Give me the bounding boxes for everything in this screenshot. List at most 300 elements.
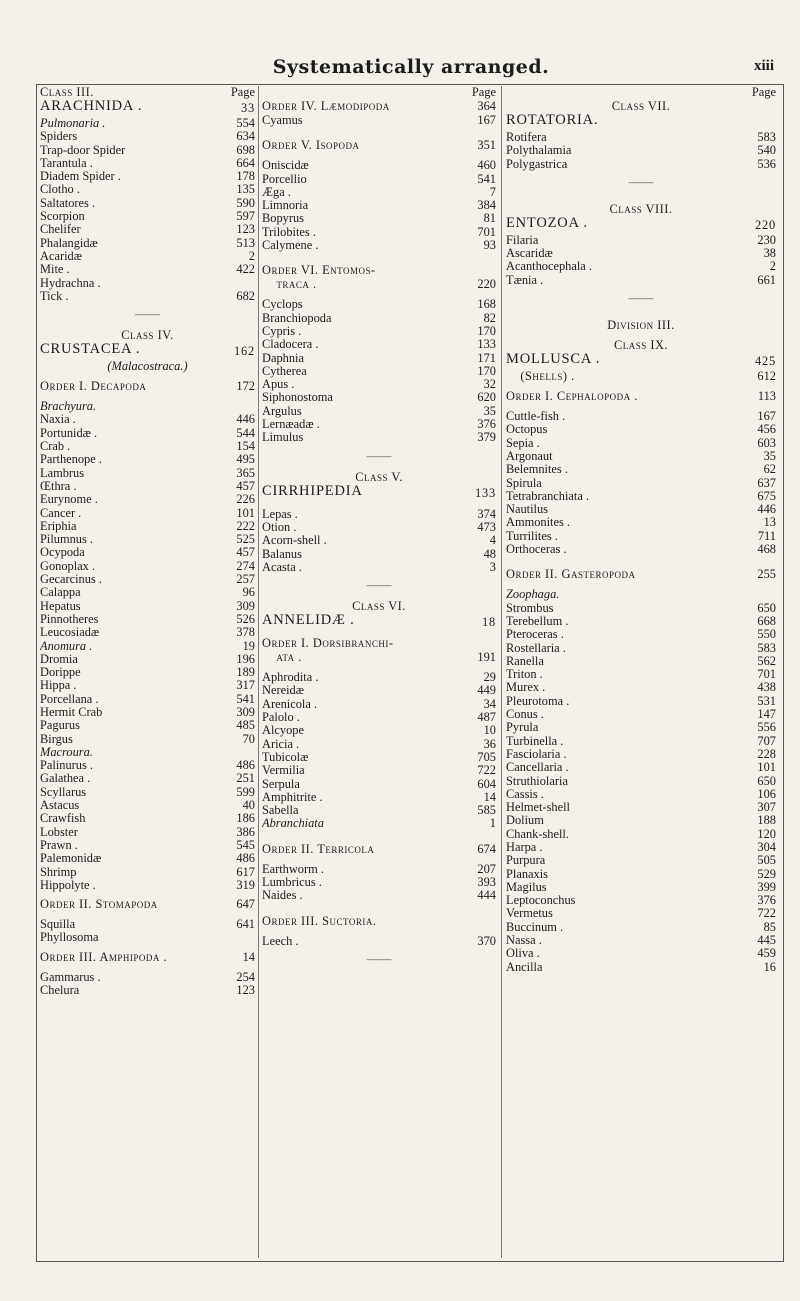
index-entry: [40, 666, 255, 679]
index-entry: [40, 157, 255, 170]
entry-name: Ammonites .: [506, 515, 571, 530]
entry-page: 376: [757, 893, 776, 908]
entry-name: Calappa: [40, 585, 81, 600]
entry-page: 487: [477, 710, 496, 725]
entry-page: 444: [477, 888, 496, 903]
entry-name: Spirula: [506, 475, 542, 490]
entry-page: 562: [757, 653, 776, 668]
entry-page: 1: [489, 816, 496, 831]
entry-page: 541: [477, 171, 496, 186]
index-entry: [40, 223, 255, 236]
entry-name: Argulus: [262, 403, 302, 418]
entry-name: Phalangidæ: [40, 235, 98, 250]
index-entry: [262, 548, 496, 561]
entry-name: Filaria: [506, 232, 539, 247]
index-entry: [262, 521, 496, 534]
entry-page: 556: [757, 720, 776, 735]
index-entry: [506, 642, 776, 655]
entry-page: 101: [757, 760, 776, 775]
entry-page: 376: [477, 417, 496, 432]
entry-name: Oniscidæ: [262, 158, 309, 173]
index-entry: [506, 695, 776, 708]
order-heading: [262, 100, 496, 114]
index-entry: [262, 239, 496, 252]
entry-name: Pinnotheres: [40, 611, 99, 626]
entry-page: 2: [248, 248, 255, 263]
order-heading: [40, 380, 255, 394]
index-entry: [506, 721, 776, 734]
entry-name: Clotho .: [40, 182, 80, 197]
entry-name: Polygastrica: [506, 156, 568, 171]
entry-name: Trap-door Spider: [40, 142, 126, 157]
index-entry: [262, 935, 496, 948]
order-heading: [506, 390, 776, 404]
entry-name: Limnoria: [262, 198, 309, 213]
entry-name: Cuttle-fish .: [506, 409, 566, 424]
entry-name: Tick .: [40, 288, 69, 303]
entry-page: 36: [483, 736, 496, 751]
entry-page: 62: [763, 462, 776, 477]
order-name: Order III. Suctoria.: [262, 913, 377, 928]
index-entry: [40, 719, 255, 732]
index-entry: [506, 615, 776, 628]
class-name: CIRRHIPEDIA: [262, 482, 363, 499]
entry-page: 446: [236, 412, 255, 427]
entry-name: Chank-shell.: [506, 826, 569, 841]
entry-name: Sabella: [262, 803, 299, 818]
entry-name: Planaxis: [506, 866, 548, 881]
index-entry: [506, 894, 776, 907]
index-entry: [40, 679, 255, 692]
entry-name: Harpa .: [506, 839, 543, 854]
entry-page: 13: [763, 515, 776, 530]
class-page: 425: [755, 354, 776, 369]
entry-page: 85: [763, 919, 776, 934]
entry-name: Palolo .: [262, 710, 300, 725]
index-entry: [262, 817, 496, 830]
entry-name: Anomura .: [40, 638, 93, 653]
order-name: Order V. Isopoda: [262, 138, 360, 153]
section-rule: ——: [628, 291, 654, 306]
index-entry: [506, 735, 776, 748]
section-heading: Class V.: [355, 469, 403, 484]
entry-name: Acaridæ: [40, 248, 82, 263]
index-entry: [262, 431, 496, 444]
entry-name: Cancer .: [40, 505, 82, 520]
entry-page: 536: [757, 156, 776, 171]
entry-page: 257: [236, 572, 255, 587]
entry-name: Acasta .: [262, 559, 302, 574]
order-name: Order I. Cephalopoda .: [506, 389, 638, 404]
entry-name: Pteroceras .: [506, 627, 564, 642]
index-entry: [506, 602, 776, 615]
entry-name: Palemonidæ: [40, 851, 102, 866]
order-name: traca .: [262, 277, 317, 292]
entry-page: 379: [477, 430, 496, 445]
entry-name: Serpula: [262, 776, 300, 791]
entry-page: 196: [236, 651, 255, 666]
entry-name: Strombus: [506, 600, 554, 615]
entry-name: Ægа .: [262, 184, 291, 199]
entry-name: Limulus: [262, 430, 304, 445]
entry-name: Vermetus: [506, 906, 553, 921]
order-name: Order II. Terricola: [262, 841, 375, 856]
entry-page: 438: [757, 680, 776, 695]
entry-name: Nautilus: [506, 502, 548, 517]
entry-name: Eurynome .: [40, 492, 98, 507]
index-entry: [262, 199, 496, 212]
entry-page: 675: [757, 488, 776, 503]
index-entry: [262, 889, 496, 902]
entry-page: 32: [483, 377, 496, 392]
index-entry: [262, 114, 496, 127]
entry-name: Pyrula: [506, 720, 539, 735]
entry-name: Porcellio: [262, 171, 307, 186]
entry-page: 374: [477, 506, 496, 521]
entry-page: 495: [236, 452, 255, 467]
entry-name: Dromia: [40, 651, 78, 666]
entry-page: 585: [477, 803, 496, 818]
entry-name: Siphonostoma: [262, 390, 333, 405]
class-name: ENTOZOA .: [506, 214, 588, 231]
index-entry: [506, 907, 776, 920]
index-entry: [506, 868, 776, 881]
class-name: MOLLUSCA .: [506, 351, 601, 368]
index-entry: [40, 626, 255, 639]
index-entry: [40, 427, 255, 440]
entry-name: Brachyura.: [40, 399, 97, 414]
entry-name: Sepia .: [506, 435, 540, 450]
entry-name: Cancellaria .: [506, 760, 569, 775]
index-entry: [40, 440, 255, 453]
entry-page: 38: [763, 246, 776, 261]
entry-name: Crab .: [40, 439, 71, 454]
index-entry: [40, 971, 255, 984]
index-entry: [40, 237, 255, 250]
entry-name: Lobster: [40, 824, 78, 839]
entry-page: 188: [757, 813, 776, 828]
entry-page: 307: [757, 800, 776, 815]
entry-name: Arenicola .: [262, 696, 318, 711]
class-page: 18: [482, 615, 496, 630]
index-entry: [506, 947, 776, 960]
class-heading: [40, 343, 255, 360]
index-entry: [40, 573, 255, 586]
order-heading: [40, 898, 255, 912]
index-entry: [506, 761, 776, 774]
entry-name: Pilumnus .: [40, 532, 94, 547]
order-name: (Shells) .: [506, 369, 575, 384]
index-entry: [506, 260, 776, 273]
entry-page: 664: [236, 155, 255, 170]
order-name: Class III.: [40, 86, 94, 99]
entry-page: 668: [757, 613, 776, 628]
order-name: Order I. Dorsibranchi-: [262, 636, 394, 651]
entry-name: Lernæadæ .: [262, 417, 320, 432]
index-entry: [506, 788, 776, 801]
entry-name: Leech .: [262, 933, 299, 948]
entry-page: 531: [757, 693, 776, 708]
entry-name: Triton .: [506, 667, 543, 682]
index-entry: [506, 655, 776, 668]
index-entry: [40, 197, 255, 210]
index-entry: [506, 450, 776, 463]
entry-name: Buccinum .: [506, 919, 564, 934]
entry-page: 707: [757, 733, 776, 748]
class-page: 33: [241, 101, 255, 115]
entry-name: Phyllosoma: [40, 930, 99, 945]
entry-name: Murex .: [506, 680, 546, 695]
entry-name: Naides .: [262, 888, 303, 903]
entry-name: Otion .: [262, 519, 297, 534]
index-entry: [40, 183, 255, 196]
entry-name: Earthworm .: [262, 861, 324, 876]
index-entry: [506, 841, 776, 854]
entry-name: Dorippe: [40, 665, 81, 680]
index-entry: [40, 759, 255, 772]
entry-name: Pleurotoma .: [506, 693, 570, 708]
entry-page: 541: [236, 691, 255, 706]
entry-page: 4: [489, 533, 496, 548]
index-entry: [40, 984, 255, 997]
entry-name: Vermilia: [262, 763, 305, 778]
entry-page: 393: [477, 874, 496, 889]
entry-page: 81: [483, 211, 496, 226]
index-entry: [40, 467, 255, 480]
index-entry: [40, 493, 255, 506]
entry-page: 698: [236, 142, 255, 157]
entry-page: 540: [757, 143, 776, 158]
entry-page: 167: [757, 409, 776, 424]
entry-page: 449: [477, 683, 496, 698]
class-heading: [506, 353, 776, 370]
entry-name: Cassis .: [506, 786, 544, 801]
index-entry: [262, 352, 496, 365]
index-entry: [506, 437, 776, 450]
index-entry: [40, 839, 255, 852]
entry-page: 378: [236, 625, 255, 640]
index-entry: [40, 413, 255, 426]
index-entry: [40, 400, 255, 413]
entry-name: Acorn-shell .: [262, 533, 327, 548]
index-entry: [262, 876, 496, 889]
entry-name: Eriphia: [40, 518, 77, 533]
index-entry: [262, 338, 496, 351]
entry-name: Ancilla: [506, 959, 543, 974]
index-entry: [506, 588, 776, 601]
index-entry: [40, 653, 255, 666]
class-heading: [506, 114, 776, 131]
index-entry: [506, 748, 776, 761]
entry-page: 445: [757, 933, 776, 948]
index-entry: [506, 708, 776, 721]
index-entry: [262, 405, 496, 418]
entry-page: 550: [757, 627, 776, 642]
entry-name: Mite .: [40, 262, 70, 277]
section-rule: ——: [366, 951, 392, 966]
entry-page: 459: [757, 946, 776, 961]
entry-name: Aphrodita .: [262, 670, 319, 685]
index-entry: [506, 668, 776, 681]
section-rule: ——: [366, 448, 392, 463]
index-entry: [262, 534, 496, 547]
index-entry: [262, 298, 496, 311]
class-name: ROTATORIA.: [506, 112, 599, 128]
entry-page: 254: [236, 969, 255, 984]
entry-page: 16: [763, 959, 776, 974]
page-header: [40, 56, 782, 82]
entry-name: Cladocera .: [262, 337, 319, 352]
index-entry: [506, 131, 776, 144]
index-entry: [262, 508, 496, 521]
class-heading: [40, 100, 255, 117]
entry-name: Ocypoda: [40, 545, 85, 560]
index-entry: [40, 812, 255, 825]
entry-page: 230: [757, 232, 776, 247]
order-page: Page: [230, 86, 255, 99]
entry-name: Amphitrite .: [262, 789, 323, 804]
order-heading: [262, 651, 496, 665]
entry-page: 226: [236, 492, 255, 507]
entry-name: Shrimp: [40, 864, 77, 879]
entry-name: Chelura: [40, 983, 80, 998]
index-entry: [40, 290, 255, 303]
entry-page: 29: [483, 670, 496, 685]
entry-name: Pulmonaria .: [40, 116, 106, 130]
entry-name: Turbinella .: [506, 733, 564, 748]
entry-page: 70: [242, 731, 255, 746]
entry-page: 274: [236, 558, 255, 573]
entry-page: 457: [236, 478, 255, 493]
index-entry: [262, 764, 496, 777]
entry-page: 422: [236, 262, 255, 277]
index-entry: [262, 312, 496, 325]
entry-page: 154: [236, 439, 255, 454]
entry-page: 123: [236, 222, 255, 237]
entry-page: 14: [483, 789, 496, 804]
entry-page: 722: [477, 763, 496, 778]
entry-name: Abranchiata: [262, 816, 324, 831]
entry-name: Galathea .: [40, 771, 91, 786]
entry-name: Aricia .: [262, 736, 300, 751]
entry-page: 682: [236, 288, 255, 303]
entry-page: 473: [477, 519, 496, 534]
entry-page: 317: [236, 678, 255, 693]
order-heading: [506, 86, 776, 100]
entry-page: 93: [483, 238, 496, 253]
index-entry: [262, 159, 496, 172]
entry-name: Ascaridæ: [506, 246, 553, 261]
index-entry: [40, 640, 255, 653]
index-entry: [40, 117, 255, 130]
index-entry: [506, 801, 776, 814]
index-entry: [262, 684, 496, 697]
entry-page: 189: [236, 665, 255, 680]
entry-name: Hermit Crab: [40, 704, 103, 719]
index-entry: [40, 520, 255, 533]
index-entry: [506, 463, 776, 476]
entry-name: Argonaut: [506, 448, 553, 463]
class-heading: [262, 614, 496, 631]
entry-name: Scyllarus: [40, 784, 87, 799]
index-entry: [506, 410, 776, 423]
entry-name: Saltatores .: [40, 195, 96, 210]
entry-page: 3: [489, 559, 496, 574]
entry-page: 170: [477, 323, 496, 338]
entry-name: Birgus: [40, 731, 73, 746]
entry-page: 7: [489, 184, 496, 199]
entry-page: 365: [236, 465, 255, 480]
index-entry: [40, 263, 255, 276]
entry-page: 637: [757, 475, 776, 490]
index-entry: [506, 423, 776, 436]
order-page: 612: [757, 369, 776, 384]
entry-name: Cyclops: [262, 297, 303, 312]
entry-name: Alcyope: [262, 723, 304, 738]
entry-page: 457: [236, 545, 255, 560]
section-heading: Class VII.: [611, 99, 671, 113]
entry-page: 634: [236, 129, 255, 144]
index-entry: [262, 378, 496, 391]
entry-page: 460: [477, 158, 496, 173]
entry-page: 167: [477, 113, 496, 127]
entry-page: 456: [757, 422, 776, 437]
entry-page: 19: [242, 638, 255, 653]
entry-page: 319: [236, 877, 255, 892]
entry-name: Zoophaga.: [506, 587, 560, 602]
entry-page: 650: [757, 600, 776, 615]
entry-page: 170: [477, 363, 496, 378]
entry-page: 529: [757, 866, 776, 881]
entry-page: 641: [236, 917, 255, 932]
entry-name: Turrilites .: [506, 528, 558, 543]
entry-name: Spiders: [40, 129, 78, 144]
index-entry: [40, 799, 255, 812]
entry-page: 583: [757, 130, 776, 144]
index-entry: [506, 854, 776, 867]
index-entry: [262, 212, 496, 225]
entry-name: Helmet-shell: [506, 800, 570, 815]
index-entry: [262, 711, 496, 724]
entry-page: 603: [757, 435, 776, 450]
entry-name: Squilla: [40, 917, 76, 932]
column-divider: [501, 86, 502, 1258]
index-entry: [506, 144, 776, 157]
index-entry: [40, 826, 255, 839]
class-page: 133: [475, 485, 496, 500]
running-title: Systematically arranged.: [272, 56, 550, 78]
index-entry: [40, 733, 255, 746]
entry-page: 468: [757, 542, 776, 557]
index-entry: [262, 391, 496, 404]
entry-name: Apus .: [262, 377, 295, 392]
index-entry: [506, 681, 776, 694]
entry-page: 617: [236, 864, 255, 879]
entry-page: 35: [483, 403, 496, 418]
index-entry: [262, 698, 496, 711]
entry-page: 544: [236, 425, 255, 440]
index-entry: [40, 706, 255, 719]
entry-name: Tubicolæ: [262, 749, 309, 764]
entry-page: 120: [757, 826, 776, 841]
index-entry: [506, 503, 776, 516]
order-heading: [262, 915, 496, 929]
entry-page: 106: [757, 786, 776, 801]
entry-name: Orthoceras .: [506, 542, 567, 557]
class-heading: [506, 214, 776, 234]
index-entry: [40, 144, 255, 157]
index-entry: [262, 671, 496, 684]
